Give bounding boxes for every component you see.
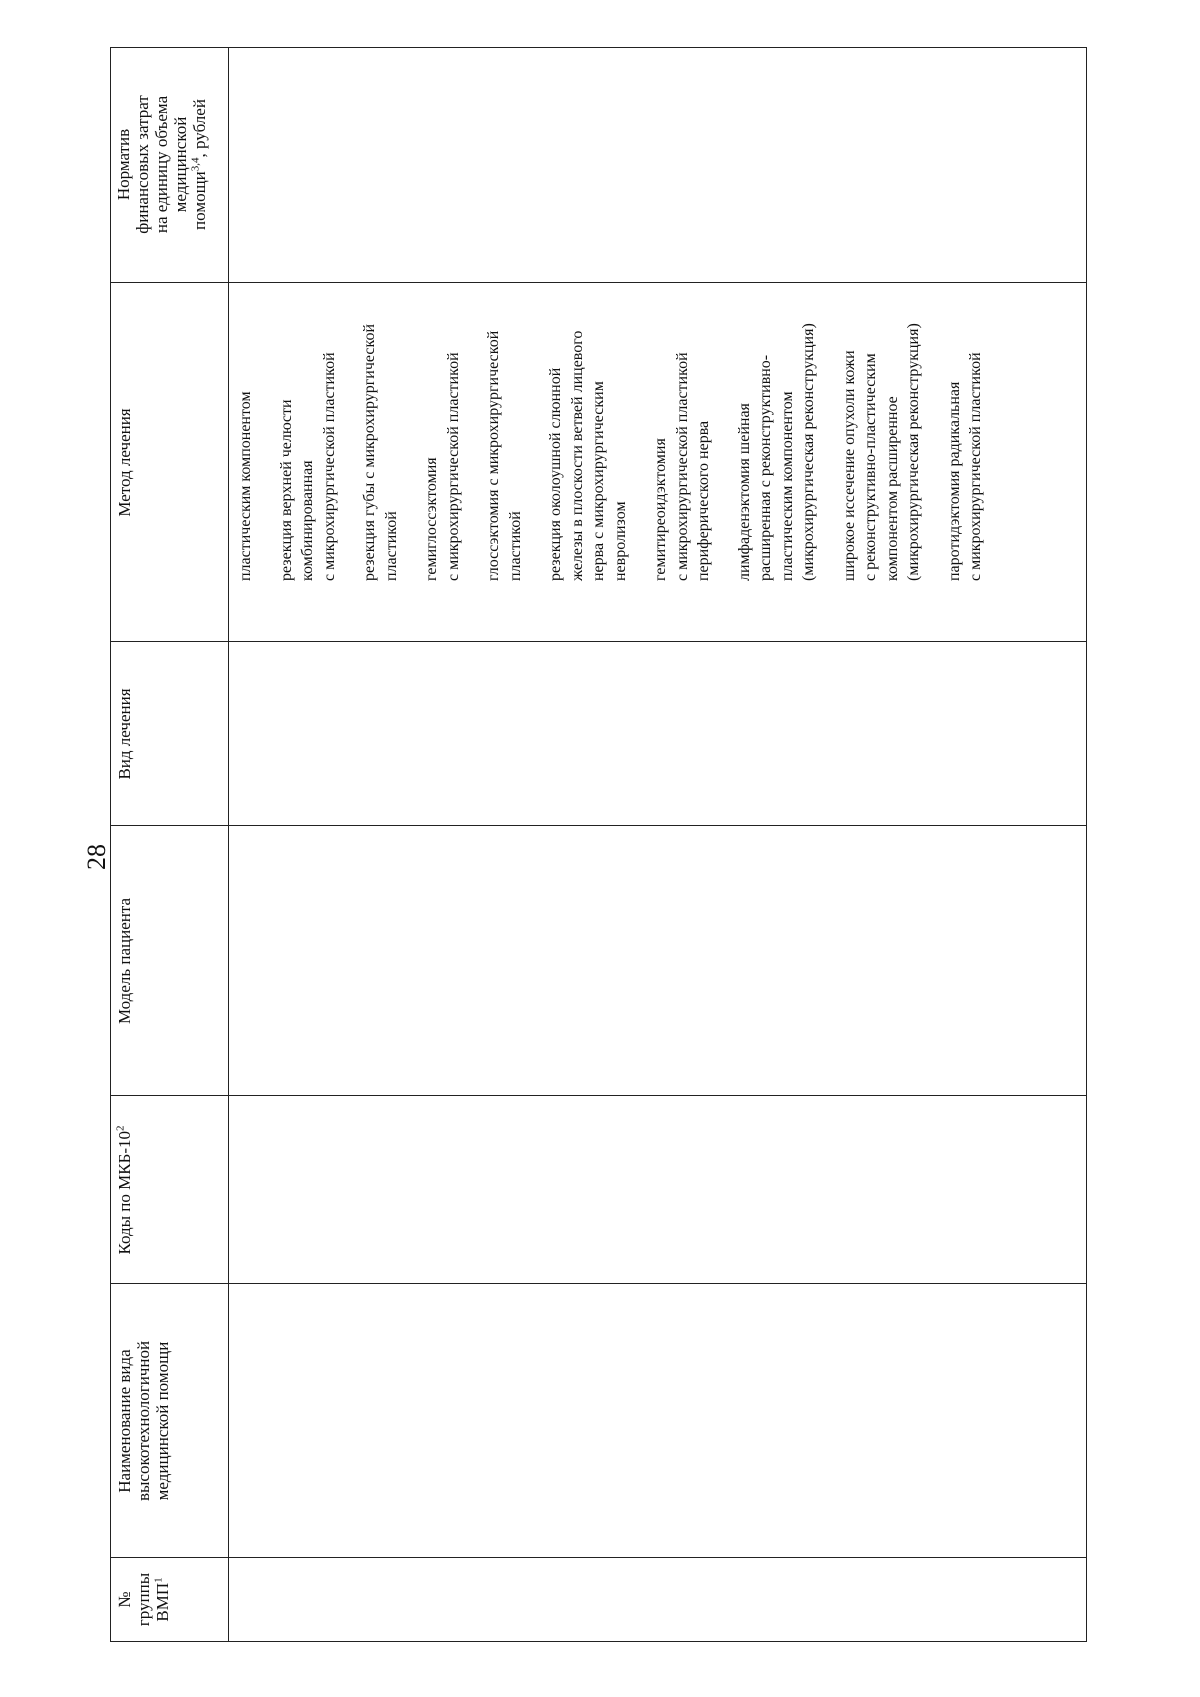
treatment-method-line: нерва с микрохирургическим: [590, 381, 607, 581]
header-line: [190, 52, 209, 277]
treatment-method-line: пластическим компонентом: [237, 391, 254, 581]
column-divider: [111, 1095, 1086, 1096]
treatment-method-entry: [359, 241, 402, 581]
treatment-method-line: резекция околоушной слюнной: [547, 367, 564, 581]
treatment-method-entry: [944, 241, 987, 581]
treatment-method-line: комбинированная: [299, 460, 316, 581]
header-line: финансовых затрат: [133, 95, 152, 234]
treatment-method-entry: [483, 241, 526, 581]
header-text: Коды по МКБ-10: [115, 1130, 134, 1255]
treatment-method-line: периферического нерва: [695, 420, 712, 581]
treatment-method-line: с микрохирургической пластикой: [967, 352, 984, 581]
treatment-method-entry: [235, 241, 257, 581]
header-icd-codes: [111, 1096, 228, 1284]
treatment-method-line: с микрохирургической пластикой: [444, 352, 462, 581]
header-group-number: [111, 1558, 228, 1641]
treatment-method-line: лимфаденэктомия шейная: [735, 403, 753, 581]
treatment-method-line: резекция верхней челюсти: [277, 399, 295, 581]
header-treatment-method: [111, 283, 228, 642]
treatment-method-line: пластикой: [382, 511, 400, 581]
treatment-methods-list: [235, 241, 1006, 581]
treatment-method-line: гемитиреоидэктомия: [652, 438, 669, 581]
header-vmp-name: [111, 1284, 228, 1558]
header-line: на единицу объема: [152, 95, 171, 234]
footnote-marker: 2: [114, 1125, 127, 1131]
treatment-method-entry: [734, 241, 820, 581]
header-text: , рублей: [190, 99, 209, 158]
footnote-marker: 1: [152, 1577, 165, 1583]
vmp-table: [110, 47, 1087, 1642]
column-divider: [111, 825, 1086, 826]
header-line: [153, 1564, 172, 1635]
column-divider: [111, 1557, 1086, 1558]
treatment-method-line: (микрохирургическая реконструкция): [800, 323, 817, 581]
header-text: ВМП: [153, 1582, 172, 1622]
treatment-method-line: с реконструктивно-пластическим: [862, 353, 879, 581]
header-line: высокотехнологичной: [134, 1340, 153, 1502]
treatment-method-entry: [276, 241, 341, 581]
treatment-method-line: паротидэктомия радикальная: [945, 381, 963, 581]
treatment-method-line: пластическим компонентом: [778, 391, 796, 581]
page-number: 28: [82, 844, 111, 870]
header-line: Вид лечения: [115, 688, 134, 780]
header-line: медицинской: [171, 116, 190, 213]
column-divider: [111, 641, 1086, 642]
treatment-method-line: с микрохирургической пластикой: [673, 352, 691, 581]
header-line: медицинской помощи: [153, 1341, 172, 1501]
column-divider: [111, 1283, 1086, 1284]
header-treatment-type: [111, 642, 228, 826]
header-line: Модель пациента: [115, 897, 134, 1025]
header-line: Наименование вида: [115, 1349, 134, 1493]
treatment-method-entry: [421, 241, 464, 581]
header-cost-norm: [111, 46, 228, 283]
treatment-method-line: резекция губы с микрохирургической: [361, 323, 378, 581]
header-line: группы: [134, 1572, 153, 1627]
header-line: №: [115, 1591, 134, 1608]
footnote-marker: 3,4: [189, 157, 202, 172]
treatment-method-line: глоссэктомия с микрохирургической: [485, 330, 502, 581]
treatment-method-entry: [650, 241, 715, 581]
treatment-method-line: широкое иссечение опухоли кожи: [840, 350, 858, 581]
header-line: Метод лечения: [115, 408, 134, 517]
treatment-method-line: пластикой: [506, 511, 524, 581]
treatment-method-line: с микрохирургической пластикой: [320, 352, 338, 581]
treatment-method-line: гемиглоссэктомия: [423, 457, 440, 581]
header-line: [115, 1102, 134, 1278]
treatment-method-line: расширенная с реконструктивно-: [757, 354, 774, 581]
header-divider: [228, 48, 229, 1641]
header-line: Норматив: [114, 128, 133, 201]
header-text: помощи: [190, 171, 209, 230]
treatment-method-line: компонентом расширенное: [883, 396, 901, 581]
treatment-method-line: железы в плоскости ветвей лицевого: [568, 330, 586, 581]
treatment-method-line: (микрохирургическая реконструкция): [905, 323, 922, 581]
treatment-method-entry: [839, 241, 925, 581]
treatment-method-entry: [545, 241, 631, 581]
header-patient-model: [111, 826, 228, 1096]
treatment-method-line: невролизом: [611, 501, 629, 581]
